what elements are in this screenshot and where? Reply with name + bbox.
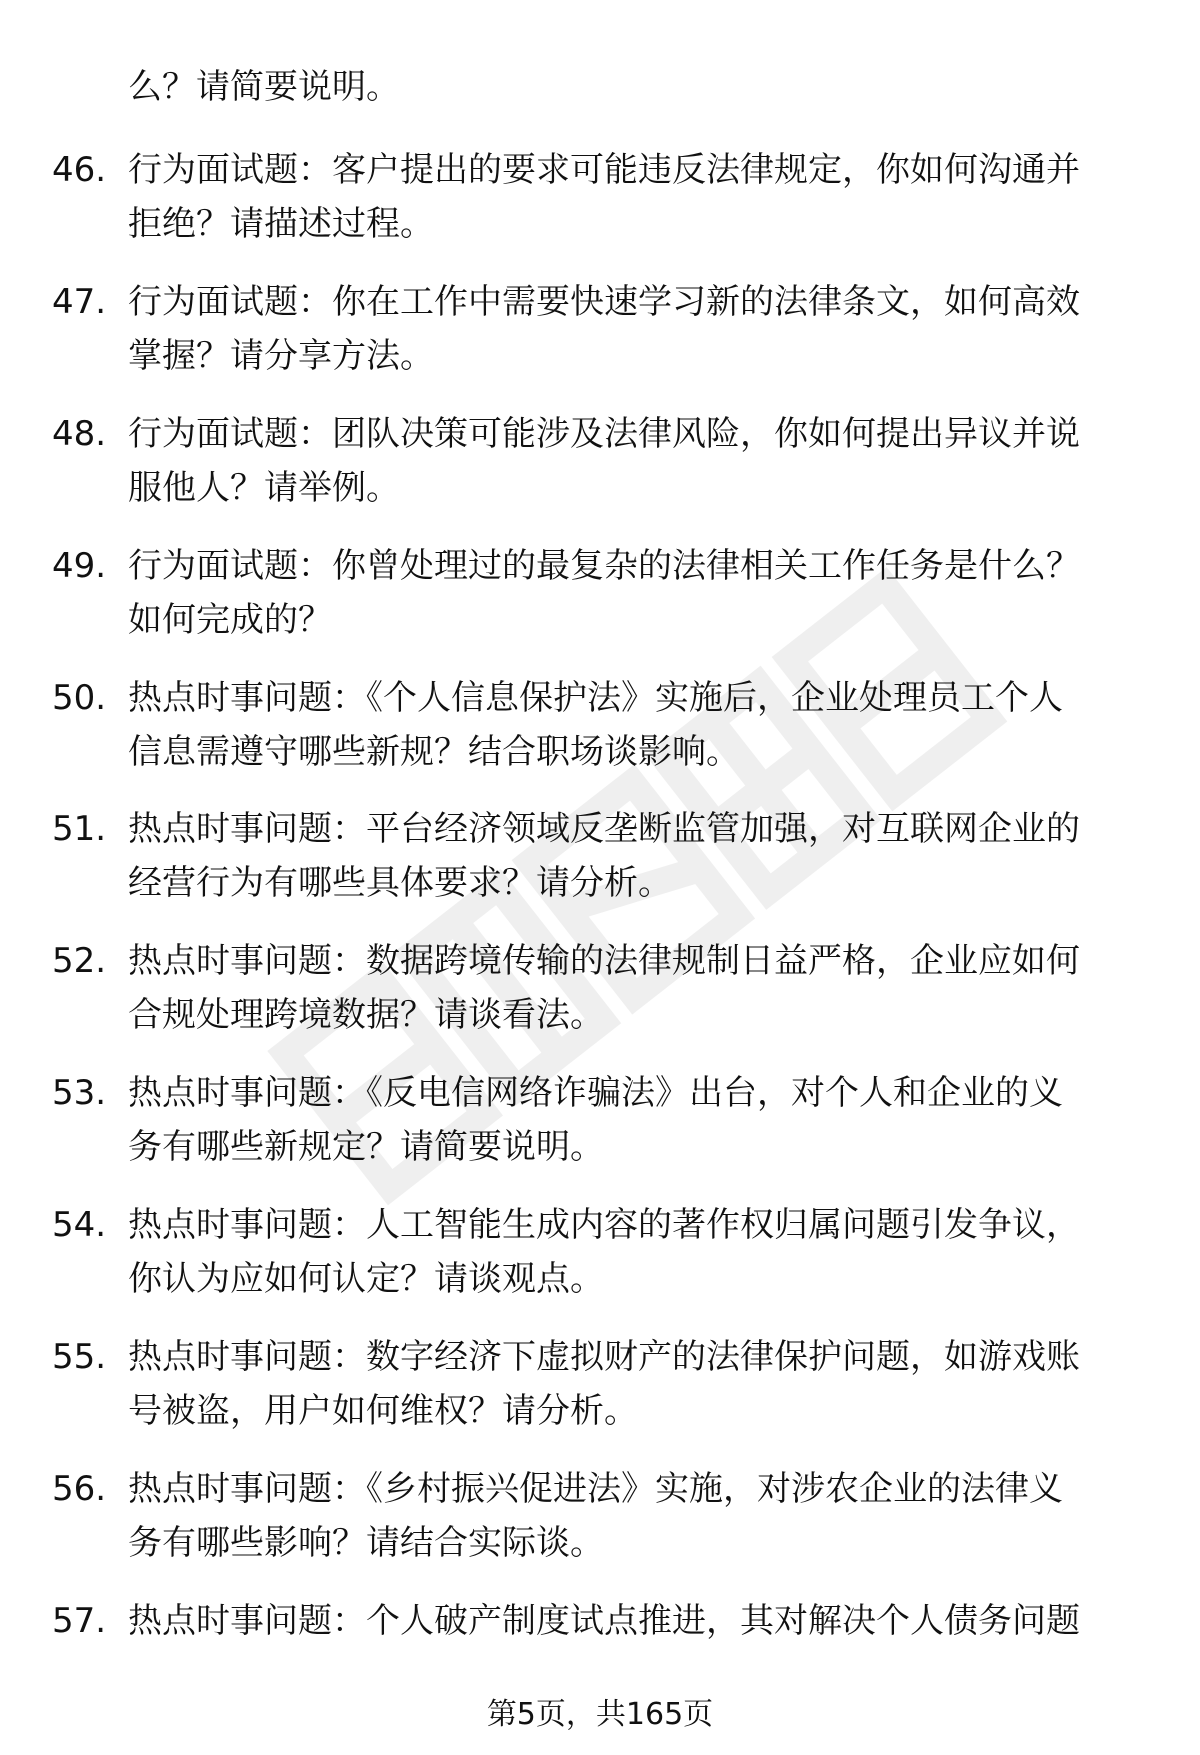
list-item (0, 407, 1200, 539)
item-number: 55. (52, 1337, 107, 1378)
list-item (0, 143, 1200, 275)
item-number: 56. (52, 1468, 107, 1509)
item-number: 51. (52, 809, 107, 850)
item-number: 54. (52, 1205, 107, 1246)
item-text: 热点时事问题：《反电信网络诈骗法》出台，对个人和企业的义 务有哪些新规定？请简要说明。 (128, 1073, 1063, 1168)
item-number: 53. (52, 1073, 107, 1114)
list-item (0, 1462, 1200, 1594)
item-number: 52. (52, 941, 107, 982)
item-text: 热点时事问题：个人破产制度试点推进，其对解决个人债务问题 (128, 1600, 1080, 1641)
item-text: 行为面试题：团队决策可能涉及法律风险，你如何提出异议并说 服他人？请举例。 (128, 413, 1080, 508)
item-text: 热点时事问题：《个人信息保护法》实施后，企业处理员工个人 信息需遵守哪些新规？结合职场谈影响。 (128, 677, 1063, 772)
list-item (0, 1330, 1200, 1462)
item-text: 热点时事问题：数字经济下虚拟财产的法律保护问题，如游戏账 号被盗，用户如何维权？请分析。 (128, 1337, 1080, 1432)
list-item (0, 671, 1200, 803)
question-list (0, 143, 1200, 1726)
continuation-text: 么？请简要说明。 (128, 67, 400, 107)
item-number: 47. (52, 281, 107, 322)
item-number: 49. (52, 545, 107, 586)
item-number: 48. (52, 413, 107, 454)
page-footer: 第5页，共165页 (486, 1697, 714, 1732)
list-item (0, 275, 1200, 407)
item-text: 热点时事问题：数据跨境传输的法律规制日益严格，企业应如何 合规处理跨境数据？请谈看法。 (128, 941, 1080, 1036)
list-item (0, 934, 1200, 1066)
item-number: 46. (52, 150, 107, 190)
item-text: 行为面试题：客户提出的要求可能违反法律规定，你如何沟通并 拒绝？请描述过程。 (128, 150, 1080, 244)
item-text: 热点时事问题：《乡村振兴促进法》实施，对涉农企业的法律义 务有哪些影响？请结合实际谈。 (128, 1468, 1063, 1563)
item-text: 行为面试题：你在工作中需要快速学习新的法律条文，如何高效 掌握？请分享方法。 (128, 281, 1080, 376)
item-text: 热点时事问题：人工智能生成内容的著作权归属问题引发争议， 你认为应如何认定？请谈观点。 (128, 1205, 1080, 1300)
item-number: 50. (52, 677, 107, 718)
list-item (0, 1198, 1200, 1330)
item-text: 热点时事问题：平台经济领域反垄断监管加强，对互联网企业的 经营行为有哪些具体要求？请分析。 (128, 809, 1080, 904)
list-item (0, 1066, 1200, 1198)
list-item (0, 802, 1200, 934)
item-number: 57. (52, 1600, 107, 1641)
item-text: 行为面试题：你曾处理过的最复杂的法律相关工作任务是什么？ 如何完成的？ (128, 545, 1080, 640)
list-item (0, 539, 1200, 671)
